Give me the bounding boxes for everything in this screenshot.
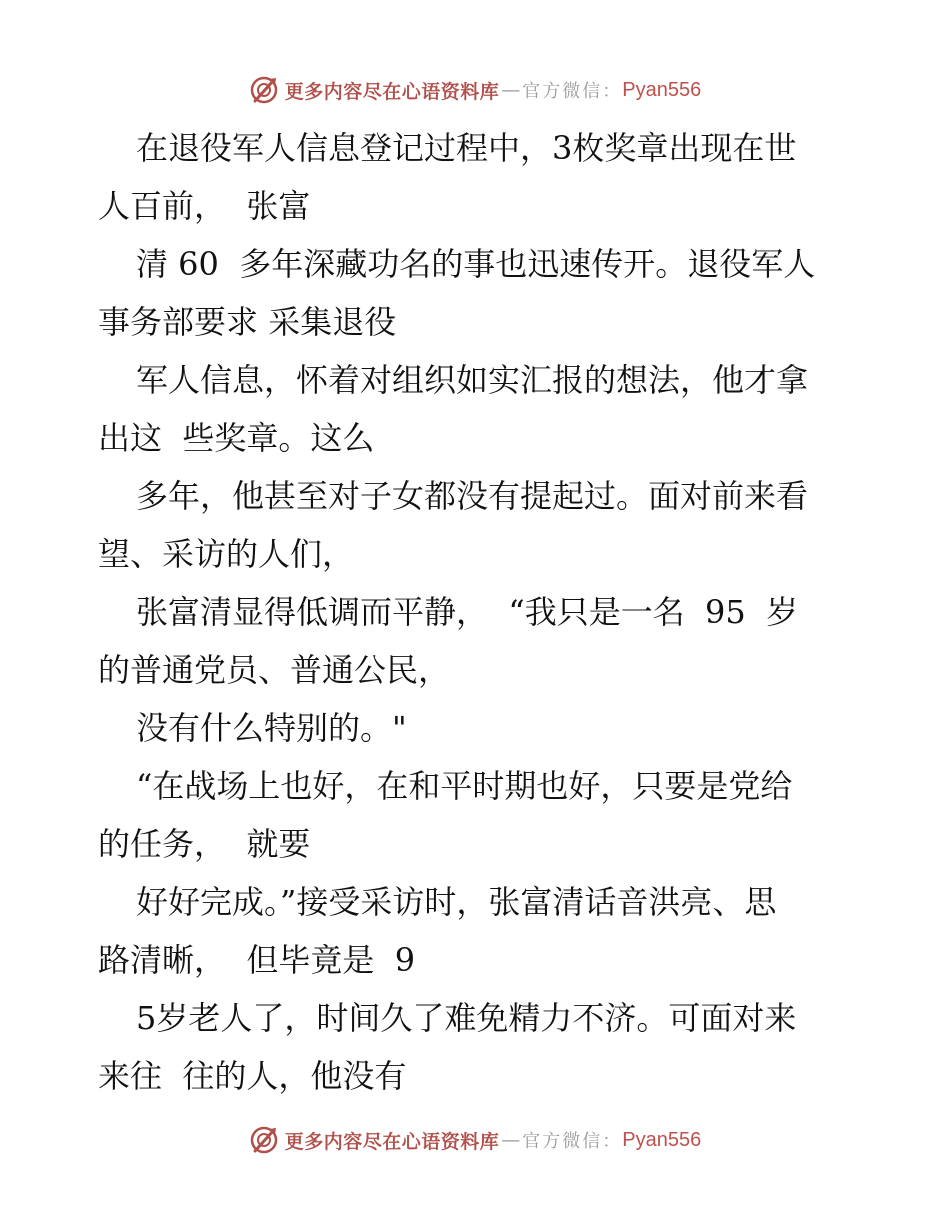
text-line bbox=[98, 938, 415, 982]
footer-banner bbox=[0, 1120, 950, 1160]
line-text-highlight: 采 bbox=[360, 883, 393, 921]
text-line bbox=[136, 358, 808, 402]
banner-wechat-id: Pyan556 bbox=[622, 78, 702, 101]
line-text: 多年，他甚至对子女都没有提起过。面对前来看 bbox=[136, 477, 809, 515]
line-text-post: 集退役 bbox=[300, 303, 397, 341]
line-text-post: 访时，张富清话音洪亮、思 bbox=[392, 883, 777, 921]
text-line bbox=[98, 300, 396, 344]
line-text: 清 60 多年深藏功名的事也迅速传开。退役军人 bbox=[136, 245, 816, 283]
text-line bbox=[136, 880, 776, 924]
banner-text: 更多内容尽在心语资料库 bbox=[284, 1130, 500, 1153]
text-line bbox=[136, 126, 796, 170]
text-line bbox=[136, 764, 792, 808]
line-text: 的任务， 就要 bbox=[98, 825, 311, 863]
line-text-pre: 事务部要求 bbox=[98, 303, 269, 341]
line-text: 路清晰， 但毕竟是 9 bbox=[98, 941, 416, 979]
banner-dash: — bbox=[501, 1129, 521, 1151]
text-line bbox=[136, 996, 796, 1040]
banner-wechat-id: Pyan556 bbox=[622, 1128, 702, 1151]
line-text: 张富清显得低调而平静， “我只是一名 95 岁 bbox=[136, 593, 799, 631]
banner-wechat-label: 官方微信： bbox=[522, 1131, 623, 1152]
line-text: 没有什么特别的。" bbox=[136, 709, 407, 747]
line-text-pre: 望、 bbox=[98, 535, 163, 573]
text-line bbox=[136, 474, 808, 518]
banner-text: 更多内容尽在心语资料库 bbox=[284, 80, 500, 103]
text-line bbox=[136, 242, 815, 286]
banner-wechat-label: 官方微信： bbox=[522, 81, 623, 102]
text-line bbox=[98, 1054, 406, 1098]
text-line bbox=[98, 648, 450, 692]
line-text-highlight: 采 bbox=[162, 535, 195, 573]
line-text: 的普通党员、普通公民， bbox=[98, 651, 451, 689]
line-text: 出这 些奖章。这么 bbox=[98, 419, 375, 457]
line-text-post: 访的人们， bbox=[194, 535, 355, 573]
banner-dash: — bbox=[501, 79, 521, 101]
text-line bbox=[136, 590, 798, 634]
line-text: 5岁老人了，时间久了难免精力不济。可面对来 bbox=[136, 999, 797, 1037]
line-text-highlight: 采 bbox=[268, 303, 301, 341]
line-text: “在战场上也好，在和平时期也好，只要是党给 bbox=[136, 767, 793, 805]
text-line bbox=[136, 706, 407, 750]
line-text: 军人信息，怀着对组织如实汇报的想法，他才拿 bbox=[136, 361, 809, 399]
line-text: 在退役军人信息登记过程中，3枚奖章出现在世 bbox=[136, 129, 797, 167]
text-line bbox=[98, 532, 354, 576]
pen-circle-logo-icon bbox=[249, 1125, 279, 1155]
line-text: 来往 往的人，他没有 bbox=[98, 1057, 407, 1095]
text-line bbox=[98, 822, 310, 866]
text-line bbox=[98, 416, 374, 460]
line-text: 人百前， 张富 bbox=[98, 187, 311, 225]
text-line bbox=[98, 184, 310, 228]
line-text-pre: 好好完成。”接受 bbox=[136, 883, 361, 921]
